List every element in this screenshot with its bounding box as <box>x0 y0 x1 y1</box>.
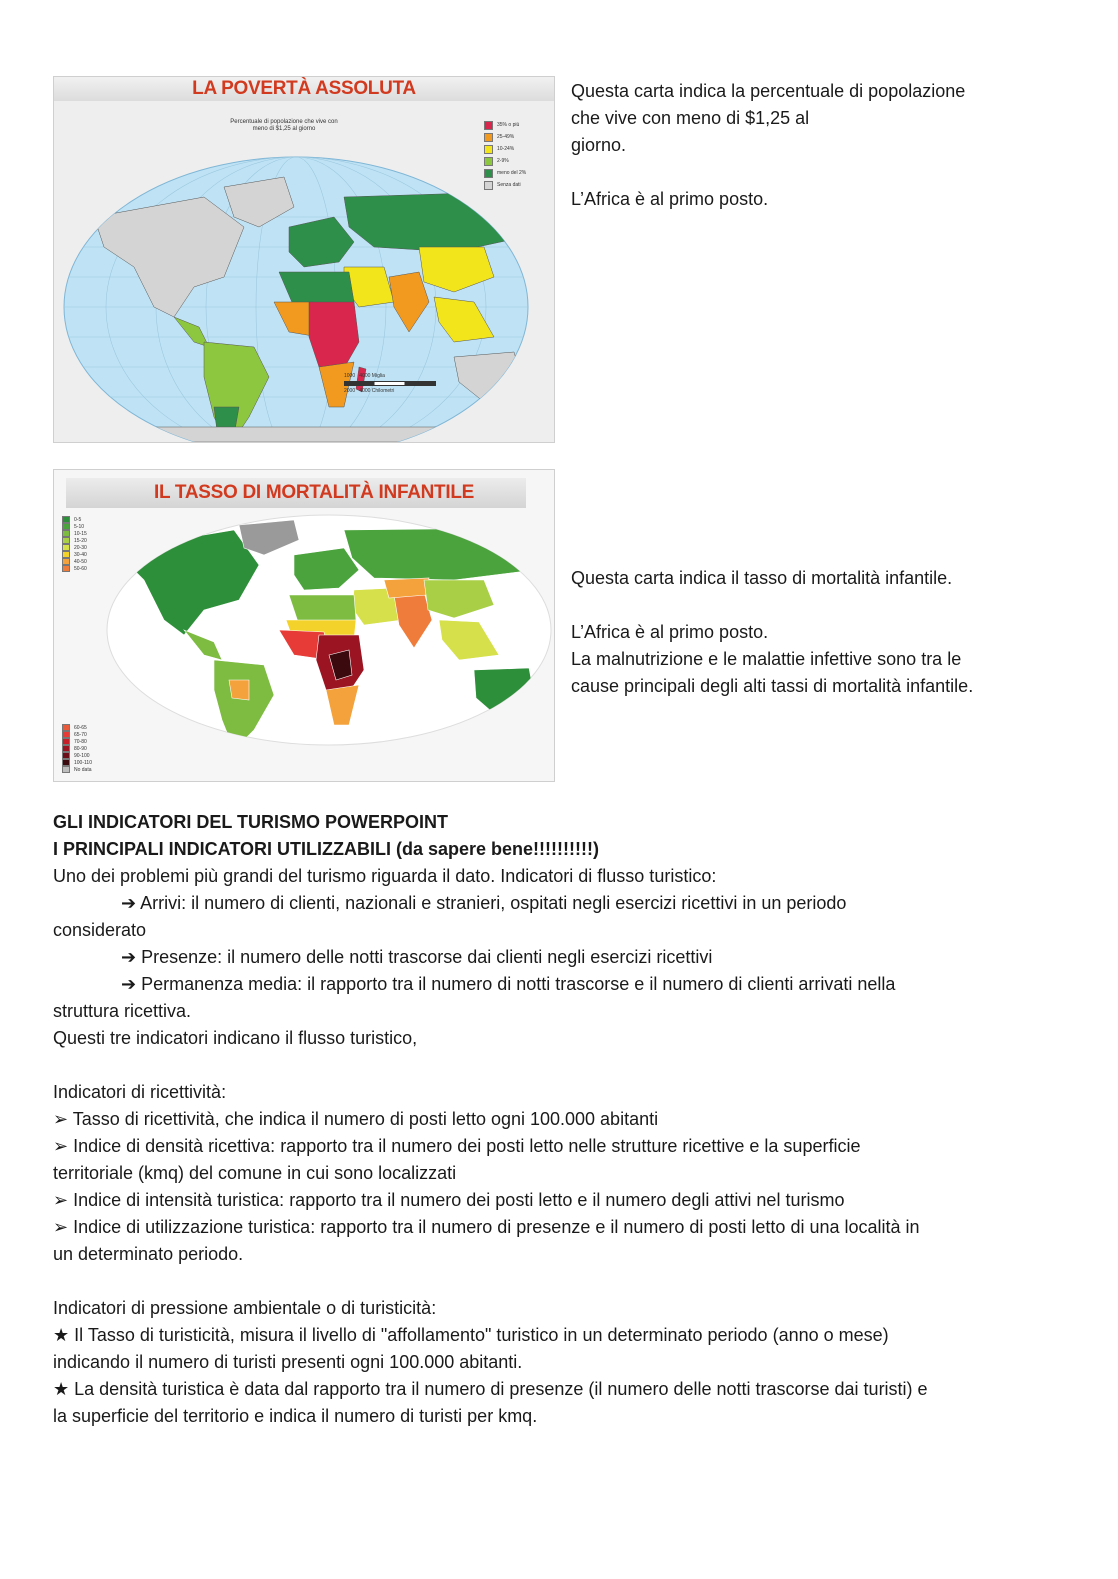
arrivals-item-line2: considerato <box>53 920 147 940</box>
heading-tourism-indicators: GLI INDICATORI DEL TURISMO POWERPOINT <box>53 812 449 832</box>
mortality-legend-label: 90-100 <box>74 752 90 759</box>
poverty-legend <box>484 119 526 191</box>
poverty-legend-swatch <box>484 133 493 142</box>
poverty-legend-row <box>484 119 526 131</box>
mortality-legend-row <box>62 745 92 752</box>
mortality-legend-label: 5-10 <box>74 523 85 530</box>
mortality-legend-row <box>62 724 92 731</box>
mortality-legend-label: 65-70 <box>74 731 87 738</box>
poverty-legend-label: 25-49% <box>497 134 515 140</box>
pressure-title: Indicatori di pressione ambientale o di turisticità: <box>53 1298 437 1318</box>
mortality-legend-label: 70-80 <box>74 738 87 745</box>
mortality-legend-row <box>62 516 87 523</box>
mortality-map-figure <box>53 469 555 782</box>
mortality-legend-swatch <box>62 544 70 551</box>
poverty-scale-label-miles: 1000 4000 Miglia <box>344 373 385 379</box>
presences-item: ➔ Presenze: il numero delle notti trascorse dai clienti negli esercizi ricettivi <box>121 947 713 967</box>
mortality-legend-top <box>62 516 87 572</box>
poverty-map-subtitle: Percentuale di popolazione che vive con meno di $1,25 al giorno <box>230 119 338 132</box>
mortality-legend-row <box>62 731 92 738</box>
mortality-legend-row <box>62 544 87 551</box>
mortality-legend-label: 40-50 <box>74 558 87 565</box>
intro-paragraph: Uno dei problemi più grandi del turismo riguarda il dato. Indicatori di flusso turistico: <box>53 866 717 886</box>
poverty-legend-swatch <box>484 121 493 130</box>
mortality-legend-swatch <box>62 738 70 745</box>
mortality-caption-line3: La malnutrizione e le malattie infettive sono tra le <box>571 649 962 669</box>
receptivity-item-4-line2: un determinato periodo. <box>53 1244 244 1264</box>
average-stay-item-line1: ➔ Permanenza media: il rapporto tra il numero di notti trascorse e il numero di clienti arrivati nella <box>121 974 896 994</box>
poverty-caption-line1: Questa carta indica la percentuale di popolazione <box>571 81 966 101</box>
mortality-legend-swatch <box>62 731 70 738</box>
mortality-legend-swatch <box>62 551 70 558</box>
mortality-legend-swatch <box>62 752 70 759</box>
poverty-legend-row <box>484 131 526 143</box>
mortality-legend-label: 15-20 <box>74 537 87 544</box>
mortality-south-america-bolivia <box>229 680 249 700</box>
mortality-legend-row <box>62 759 92 766</box>
mortality-legend-swatch <box>62 565 70 572</box>
poverty-scale-label-km: 2000 4000 Chilometri <box>344 388 395 394</box>
receptivity-item-3: ➢ Indice di intensità turistica: rapporto tra il numero dei posti letto e il numero degli attivi nel turismo <box>53 1190 845 1210</box>
mortality-legend-swatch <box>62 724 70 731</box>
poverty-world-map <box>54 77 554 442</box>
mortality-legend-label: 60-65 <box>74 724 87 731</box>
average-stay-item-line2: struttura ricettiva. <box>53 1001 192 1021</box>
poverty-russia <box>344 192 524 252</box>
mortality-world-map <box>54 470 554 781</box>
mortality-legend-swatch <box>62 516 70 523</box>
mortality-legend-row <box>62 558 87 565</box>
mortality-legend-label: 0-5 <box>74 516 82 523</box>
mortality-legend-swatch <box>62 523 70 530</box>
mortality-legend-swatch <box>62 558 70 565</box>
receptivity-item-1: ➢ Tasso di ricettività, che indica il numero di posti letto ogni 100.000 abitanti <box>53 1109 659 1129</box>
receptivity-item-4-line1: ➢ Indice di utilizzazione turistica: rapporto tra il numero di presenze e il numero di posti letto di una località in <box>53 1217 920 1237</box>
mortality-russia <box>344 528 534 580</box>
poverty-legend-row <box>484 167 526 179</box>
flow-summary: Questi tre indicatori indicano il flusso turistico, <box>53 1028 418 1048</box>
poverty-legend-row <box>484 179 526 191</box>
pressure-item-1-line2: indicando il numero di turisti presenti ogni 100.000 abitanti. <box>53 1352 523 1372</box>
mortality-legend-label: 100-110 <box>74 759 92 766</box>
mortality-legend-row <box>62 537 87 544</box>
mortality-legend-row <box>62 523 87 530</box>
poverty-map-figure <box>53 76 555 443</box>
mortality-legend-label: No data <box>74 766 92 773</box>
poverty-antarctica <box>114 427 484 442</box>
poverty-legend-swatch <box>484 181 493 190</box>
mortality-caption-line1: Questa carta indica il tasso di mortalità infantile. <box>571 568 953 588</box>
poverty-legend-label: meno del 2% <box>497 170 527 176</box>
mortality-map-title: IL TASSO DI MORTALITÀ INFANTILE <box>66 478 526 508</box>
poverty-legend-label: 35% o più <box>497 122 520 128</box>
poverty-scale-bar <box>344 381 436 386</box>
receptivity-item-2-line1: ➢ Indice di densità ricettiva: rapporto tra il numero dei posti letto nelle strutture ricettive e la superficie <box>53 1136 861 1156</box>
arrivals-item-line1: ➔ Arrivi: il numero di clienti, nazionali e stranieri, ospitati negli esercizi ricettivi in un periodo <box>121 893 847 913</box>
poverty-caption-line2: che vive con meno di $1,25 al <box>571 108 810 128</box>
mortality-legend-row <box>62 530 87 537</box>
poverty-legend-row <box>484 143 526 155</box>
pressure-item-1-line1: ★ Il Tasso di turisticità, misura il livello di "affollamento" turistico in un determinato periodo (anno o mese) <box>53 1325 889 1345</box>
mortality-caption <box>571 565 1071 700</box>
mortality-legend-row <box>62 752 92 759</box>
receptivity-item-2-line2: territoriale (kmq) del comune in cui sono localizzati <box>53 1163 457 1183</box>
mortality-legend-row <box>62 565 87 572</box>
receptivity-title: Indicatori di ricettività: <box>53 1082 227 1102</box>
poverty-legend-label: 10-24% <box>497 146 515 152</box>
mortality-legend-swatch <box>62 759 70 766</box>
poverty-caption <box>571 78 1071 213</box>
mortality-legend-swatch <box>62 766 70 773</box>
poverty-legend-label: 2-9% <box>497 158 509 164</box>
mortality-legend-row <box>62 738 92 745</box>
poverty-legend-label: Senza dati <box>497 182 521 188</box>
mortality-legend-swatch <box>62 537 70 544</box>
mortality-caption-line2: L’Africa è al primo posto. <box>571 622 769 642</box>
poverty-legend-swatch <box>484 145 493 154</box>
mortality-legend-label: 10-15 <box>74 530 87 537</box>
heading-main-indicators: I PRINCIPALI INDICATORI UTILIZZABILI (da sapere bene!!!!!!!!!!) <box>53 839 599 859</box>
pressure-item-2-line2: la superficie del territorio e indica il numero di turisti per kmq. <box>53 1406 538 1426</box>
mortality-legend-bottom <box>62 724 92 773</box>
pressure-item-2-line1: ★ La densità turistica è data dal rapporto tra il numero di presenze (il numero delle notti trascorse dai turisti) e <box>53 1379 928 1399</box>
mortality-legend-label: 30-40 <box>74 551 87 558</box>
poverty-legend-swatch <box>484 169 493 178</box>
main-text <box>53 809 1063 1430</box>
mortality-legend-row <box>62 766 92 773</box>
mortality-legend-swatch <box>62 745 70 752</box>
poverty-scale <box>344 373 436 394</box>
mortality-caption-line4: cause principali degli alti tassi di mortalità infantile. <box>571 676 974 696</box>
mortality-legend-swatch <box>62 530 70 537</box>
mortality-legend-row <box>62 551 87 558</box>
mortality-central-asia <box>384 578 429 598</box>
poverty-caption-line4: L’Africa è al primo posto. <box>571 189 769 209</box>
mortality-legend-label: 20-30 <box>74 544 87 551</box>
poverty-caption-line3: giorno. <box>571 135 627 155</box>
mortality-legend-label: 50-60 <box>74 565 87 572</box>
mortality-legend-label: 80-90 <box>74 745 87 752</box>
poverty-legend-swatch <box>484 157 493 166</box>
poverty-legend-row <box>484 155 526 167</box>
poverty-map-title: LA POVERTÀ ASSOLUTA <box>54 77 554 101</box>
